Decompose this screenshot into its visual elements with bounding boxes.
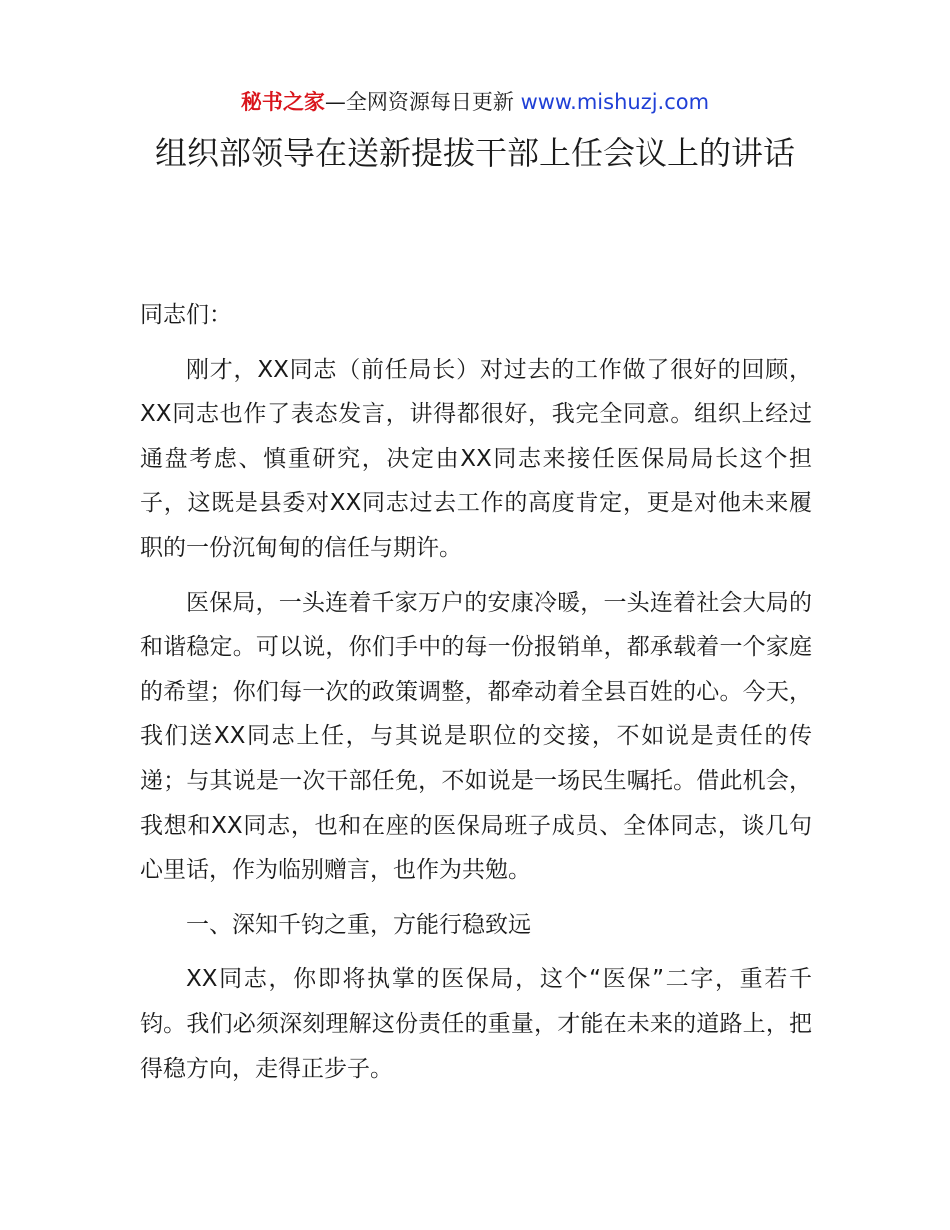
document-title: 组织部领导在送新提拔干部上任会议上的讲话 xyxy=(154,134,795,172)
document-body xyxy=(140,293,812,1101)
brand-tagline: —全网资源每日更新 xyxy=(324,90,521,114)
section-paragraph: XX同志，你即将执掌的医保局，这个“医保”二字，重若千钧。我们必须深刻理解这份责任的重量，才能在未来的道路上，把得稳方向，走得正步子。 xyxy=(140,966,812,1082)
paragraph-1: 刚才，XX同志（前任局长）对过去的工作做了很好的回顾，XX同志也作了表态发言，讲得都很好，我完全同意。组织上经过通盘考虑、慎重研究，决定由XX同志来接任医保局局长这个担子，这既是县委对XX同志过去工作的高度肯定，更是对他未来履职的一份沉甸甸的信任与期许。 xyxy=(140,356,812,561)
paragraph-2: 医保局，一头连着千家万户的安康冷暖，一头连着社会大局的和谐稳定。可以说，你们手中的每一份报销单，都承载着一个家庭的希望；你们每一次的政策调整，都牵动着全县百姓的心。今天，我们送XX同志上任，与其说是职位的交接，不如说是责任的传递；与其说是一次干部任免，不如说是一场民生嘱托。借此机会，我想和XX同志，也和在座的医保局班子成员、全体同志，谈几句心里话，作为临别赠言，也作为共勉。 xyxy=(140,589,812,884)
brand-name: 秘书之家 xyxy=(240,90,325,114)
salutation: 同志们： xyxy=(140,302,232,328)
section-heading: 一、深知千钧之重，方能行稳致远 xyxy=(186,911,531,938)
site-header xyxy=(0,88,950,116)
brand-url-link[interactable]: www.mishuzj.com xyxy=(520,90,710,114)
